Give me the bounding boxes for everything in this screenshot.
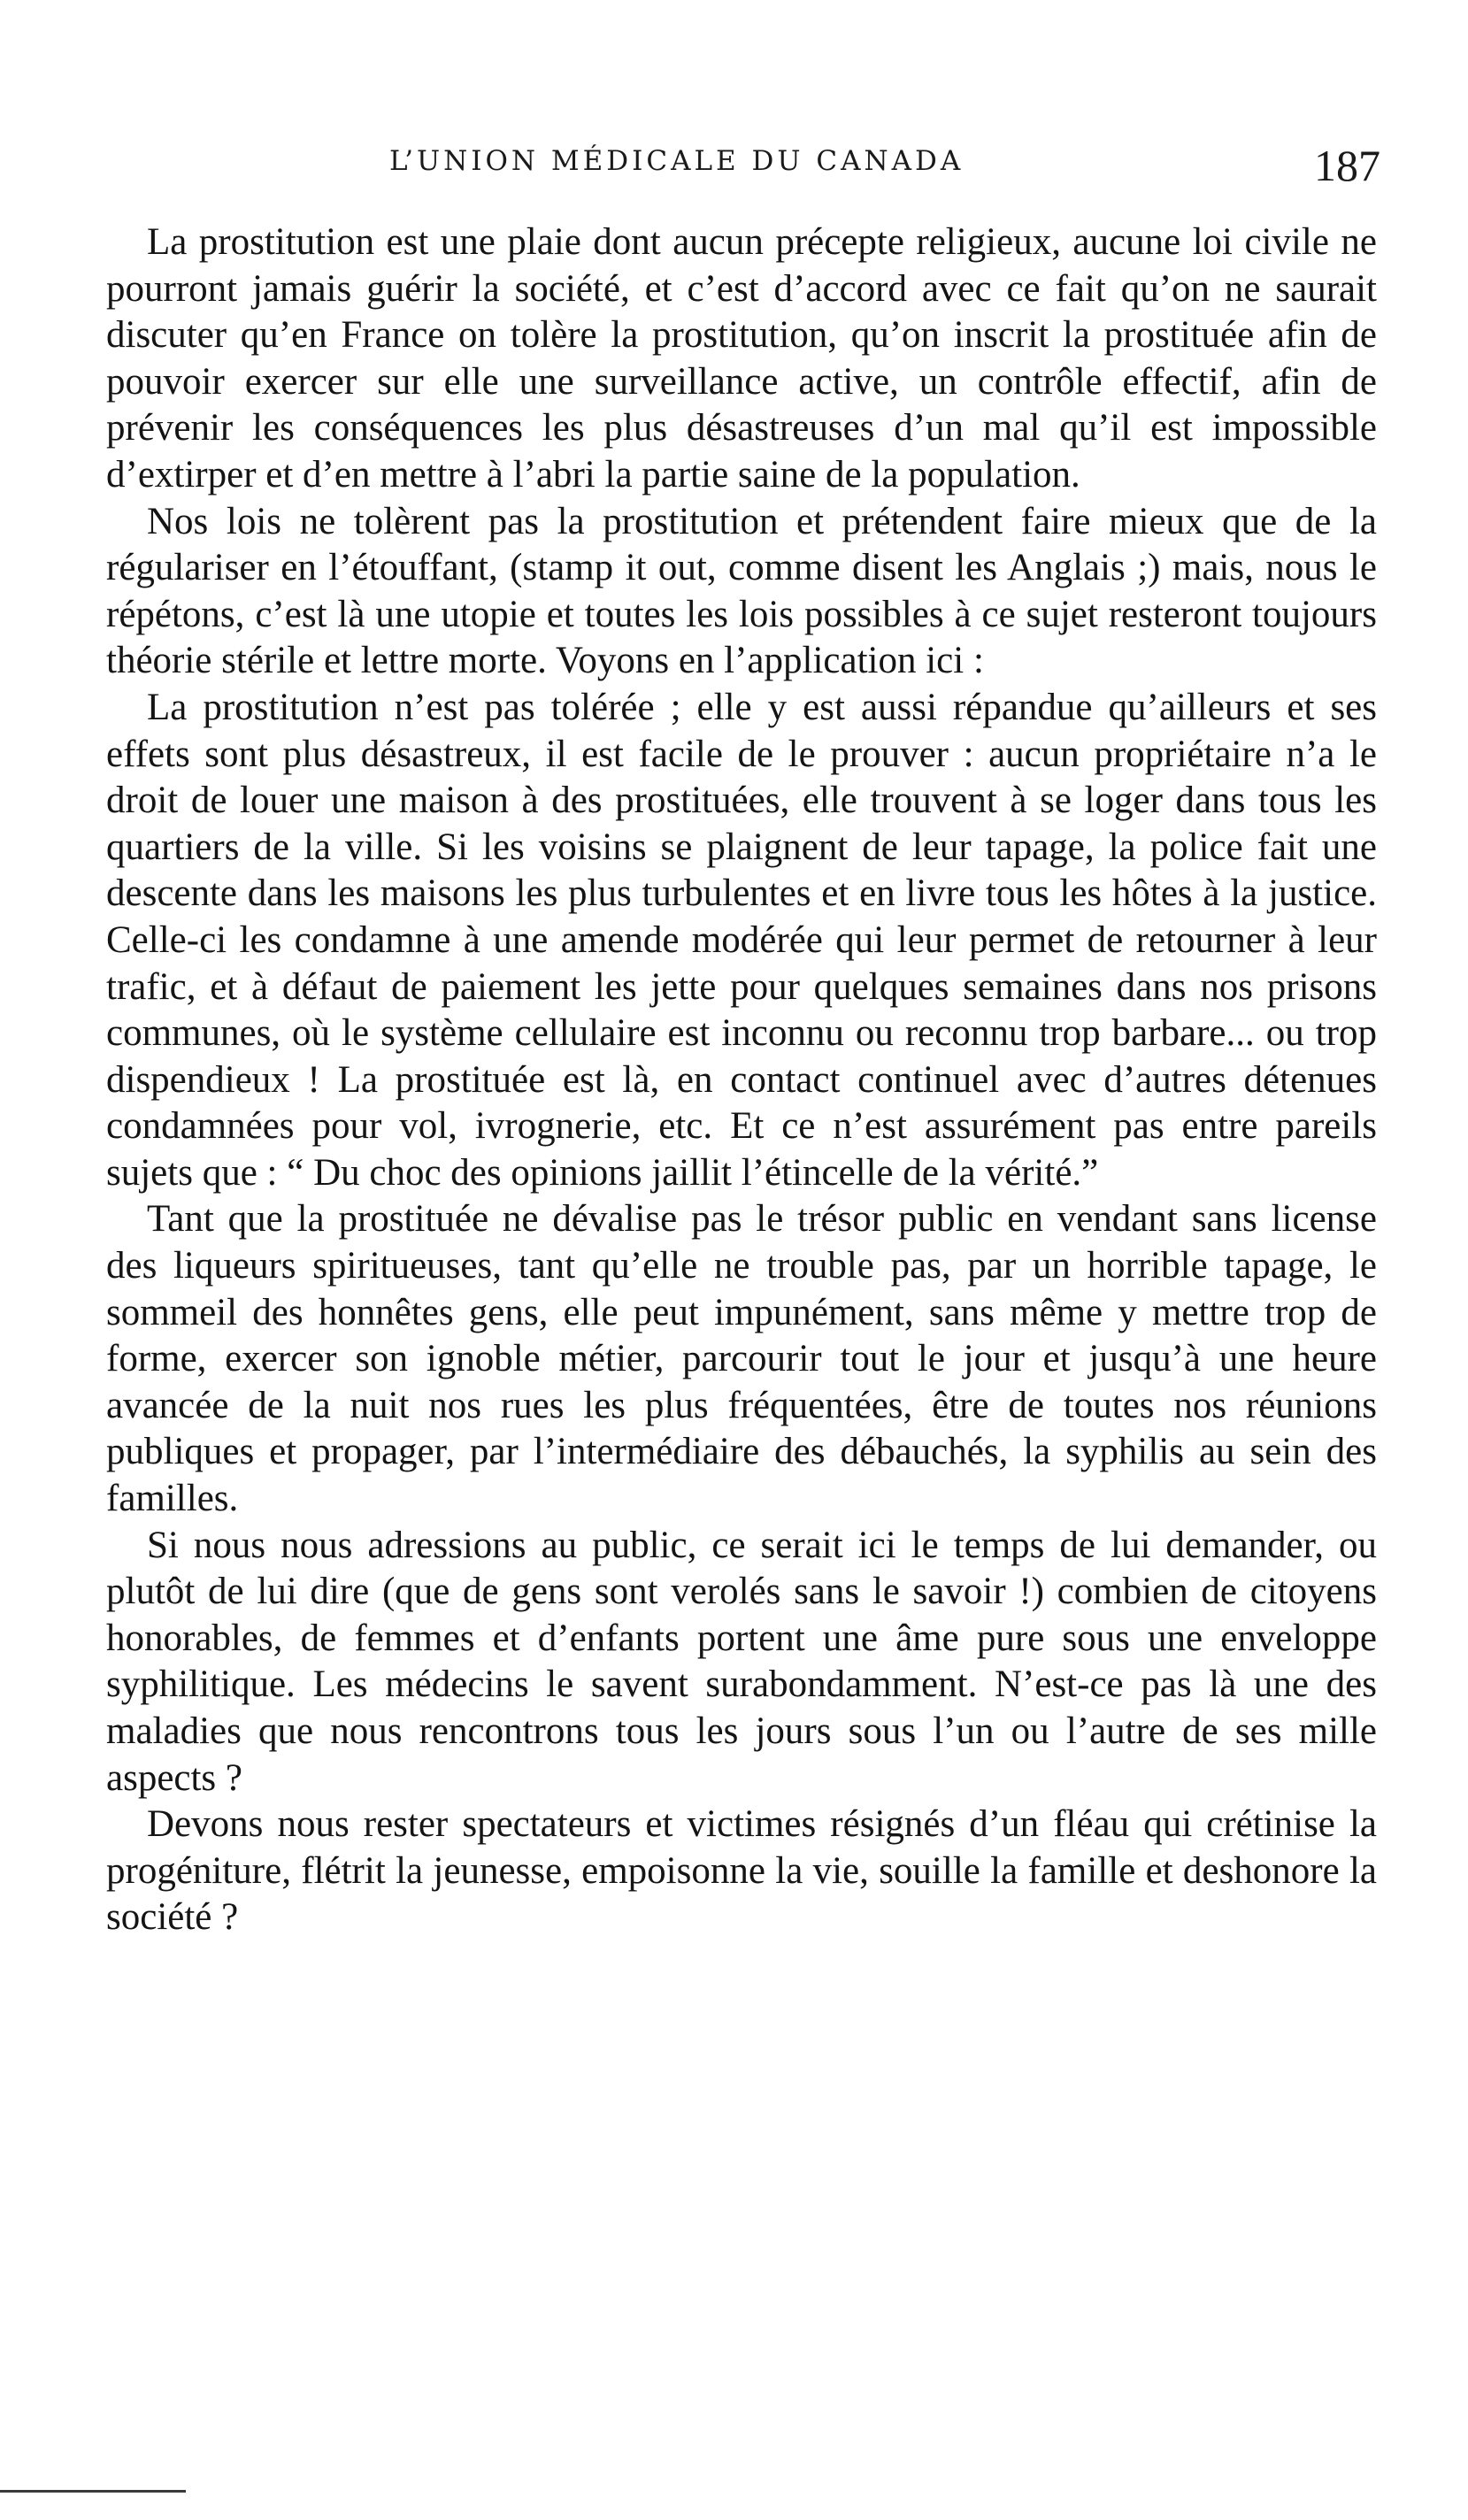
paragraph-1: La prostitution est une plaie dont aucun précepte religieux, aucune loi civile ne pourront jamais guérir la société, et c’est d’accord avec ce fait qu’on ne saurait discuter qu’en France on tolère la prostitution, qu’on inscrit la prostituée afin de pouvoir exercer sur elle une surveillance active, un contrôle effectif, afin de prévenir les conséquences les plus désastreuses d’un mal qu’il est impossible d’extirper et d’en mettre à l’abri la partie saine de la population.	[106, 221, 1377, 496]
paragraph-5: Si nous nous adressions au public, ce serait ici le temps de lui demander, ou plutôt de lui dire (que de gens sont verolés sans le savoir !) combien de citoyens honorables, de femmes et d’enfants portent une âme pure sous une enveloppe syphilitique. Les médecins le savent surabondamment. N’est-ce pas là une des maladies que nous rencontrons tous les jours sous l’un ou l’autre de ses mille aspects ?	[106, 1524, 1377, 1799]
footer-rule	[0, 2490, 186, 2493]
page-header	[106, 140, 1380, 193]
paragraph-6: Devons nous rester spectateurs et victimes résignés d’un fléau qui crétinise la progéniture, flétrit la jeunesse, empoisonne la vie, souille la famille et deshonore la société ?	[106, 1803, 1377, 1939]
paragraph-2: Nos lois ne tolèrent pas la prostitution et prétendent faire mieux que de la régulariser en l’étouffant, (stamp it out, comme disent les Anglais ;) mais, nous le répétons, c’est là une utopie et toutes les lois possibles à ce sujet resteront toujours théorie stérile et lettre morte. Voyons en l’application ici :	[106, 500, 1377, 682]
article-body	[106, 219, 1377, 1941]
running-title: L’UNION MÉDICALE DU CANADA	[389, 145, 965, 177]
page-number: 187	[1314, 141, 1380, 190]
paragraph-4: Tant que la prostituée ne dévalise pas le trésor public en vendant sans license des liqueurs spiritueuses, tant qu’elle ne trouble pas, par un horrible tapage, le sommeil des honnêtes gens, elle peut impunément, sans même y mettre trop de forme, exercer son ignoble métier, parcourir tout le jour et jusqu’à une heure avancée de la nuit nos rues les plus fréquentées, être de toutes nos réunions publiques et propager, par l’intermédiaire des débauchés, la syphilis au sein des familles.	[106, 1198, 1377, 1520]
paragraph-3: La prostitution n’est pas tolérée ; elle y est aussi répandue qu’ailleurs et ses effets sont plus désastreux, il est facile de le prouver : aucun propriétaire n’a le droit de louer une maison à des prostituées, elle trouvent à se loger dans tous les quartiers de la ville. Si les voisins se plaignent de leur tapage, la police fait une descente dans les maisons les plus turbulentes et en livre tous les hôtes à la justice. Celle-ci les condamne à une amende modérée qui leur permet de retourner à leur trafic, et à défaut de paiement les jette pour quelques semaines dans nos prisons communes, où le système cellulaire est inconnu ou reconnu trop barbare... ou trop dispendieux ! La prostituée est là, en contact continuel avec d’autres détenues condamnées pour vol, ivrognerie, etc. Et ce n’est assurément pas entre pareils sujets que : “ Du choc des opinions jaillit l’étincelle de la vérité.”	[106, 686, 1377, 1194]
